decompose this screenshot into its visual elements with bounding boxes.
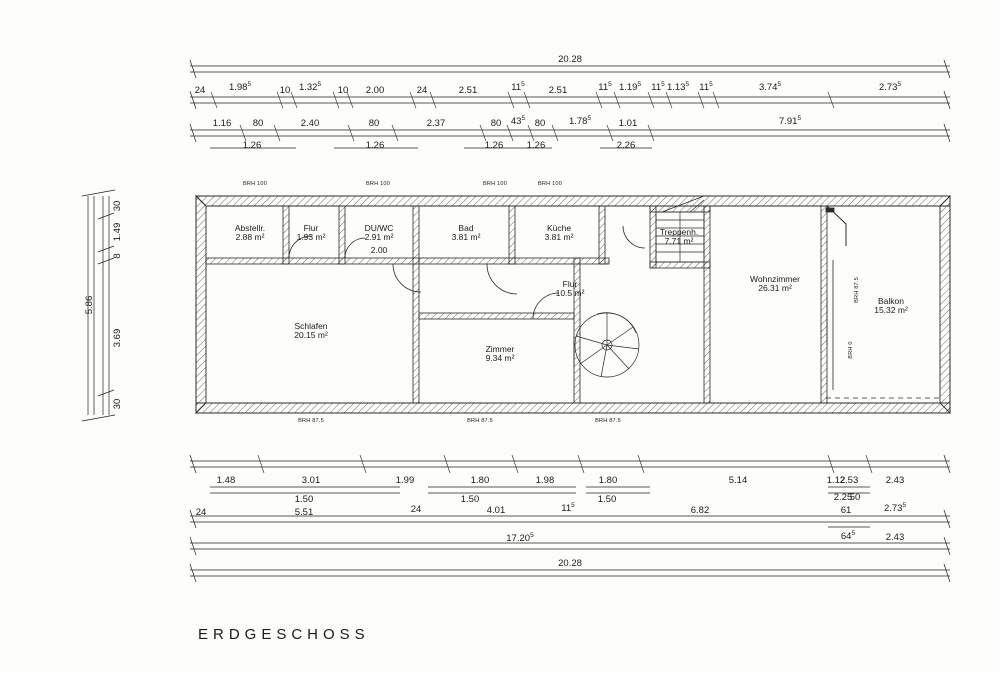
room-name: Schlafen bbox=[294, 321, 328, 331]
room-area: 3.81 m² bbox=[544, 231, 574, 242]
dimension-label: 2.53 bbox=[839, 475, 859, 486]
room-label bbox=[235, 224, 265, 242]
dimension-label: 24 bbox=[194, 85, 206, 96]
dimension-label: 2.25 bbox=[833, 492, 853, 503]
room-area: 7.71 m² bbox=[664, 235, 694, 246]
dimension-label: 1.50 bbox=[460, 494, 480, 505]
room-label bbox=[297, 224, 326, 242]
room-label bbox=[750, 275, 800, 293]
dimension-label: 17.20$^5$ bbox=[506, 532, 534, 545]
window-sill-note: BRH 87.5 bbox=[298, 418, 324, 424]
window-sill-note: BRH 87.5 bbox=[595, 418, 621, 424]
room-name: Zimmer bbox=[485, 344, 515, 354]
room-area: 20.15 m² bbox=[294, 329, 328, 340]
window-sill-note: BRH 100 bbox=[537, 181, 563, 187]
dimension-label: 2.00 bbox=[365, 85, 385, 96]
dimension-label: 5.14 bbox=[728, 475, 748, 486]
room-label bbox=[486, 345, 515, 363]
dimension-label: 7.91$^5$ bbox=[778, 115, 802, 128]
room-name: Küche bbox=[546, 223, 572, 233]
room-name: DU/WC bbox=[364, 223, 394, 233]
room-name: Balkon bbox=[877, 296, 904, 306]
dimension-label-vertical: 30 bbox=[112, 398, 124, 410]
dimension-label: $43^5$ bbox=[510, 115, 526, 128]
dimension-label: 80 bbox=[252, 118, 264, 129]
dimension-label: 1.98$^5$ bbox=[228, 81, 252, 94]
dimension-label: 1.13$^5$ bbox=[666, 81, 690, 94]
dimension-label: 2.26 bbox=[616, 140, 636, 151]
dimension-label: $11^5$ bbox=[651, 81, 665, 94]
dimension-label: 61 bbox=[840, 505, 852, 516]
dimension-label: 10 bbox=[337, 85, 349, 96]
dimension-label: 2.43 bbox=[885, 532, 905, 543]
room-label bbox=[365, 224, 394, 242]
dimension-label-vertical: 3.69 bbox=[112, 328, 124, 348]
room-label bbox=[660, 228, 698, 246]
dimension-label: 1.16 bbox=[212, 118, 232, 129]
dimension-label: 1.48 bbox=[216, 475, 236, 486]
room-name: Bad bbox=[458, 223, 474, 233]
room-name: Flur bbox=[562, 279, 578, 289]
dimension-label: 1.80 bbox=[598, 475, 618, 486]
dimension-label: 1.19$^5$ bbox=[618, 81, 642, 94]
dimension-label: 1.01 bbox=[618, 118, 638, 129]
dimension-label: 2.73$^5$ bbox=[878, 81, 902, 94]
dimension-label: 1.26 bbox=[242, 140, 262, 151]
room-name: Abstellr. bbox=[234, 223, 266, 233]
room-label bbox=[556, 280, 585, 298]
dimension-label: $11^5$ bbox=[561, 502, 575, 515]
room-name: Treppenh. bbox=[659, 227, 699, 237]
dimension-label: 80 bbox=[534, 118, 546, 129]
dimension-label: 10 bbox=[279, 85, 291, 96]
dimension-label-vertical: 5.86 bbox=[84, 295, 96, 315]
dimension-label: 1.98 bbox=[535, 475, 555, 486]
dimension-label: 2.43 bbox=[885, 475, 905, 486]
dimension-label: 24 bbox=[195, 507, 207, 518]
room-label bbox=[545, 224, 574, 242]
dimension-label: 2.37 bbox=[426, 118, 446, 129]
dimension-label: 1.78$^5$ bbox=[568, 115, 592, 128]
dimension-label: 1.99 bbox=[395, 475, 415, 486]
dimension-label: 6.82 bbox=[690, 505, 710, 516]
dimension-label: 3.01 bbox=[301, 475, 321, 486]
room-area: 9.34 m² bbox=[485, 352, 515, 363]
dimension-label: 1.12 bbox=[826, 475, 846, 486]
dimension-label-vertical: 8 bbox=[112, 253, 124, 259]
room-area: 2.91 m² bbox=[364, 231, 394, 242]
room-name: Wohnzimmer bbox=[750, 274, 800, 284]
dimension-label: 80 bbox=[368, 118, 380, 129]
dimension-label: 1.80 bbox=[470, 475, 490, 486]
dimension-label: 1.26 bbox=[484, 140, 504, 151]
room-label bbox=[452, 224, 481, 242]
dimension-label: 2.73$^5$ bbox=[883, 502, 907, 515]
room-area: 1.93 m² bbox=[296, 231, 326, 242]
dimension-label: $11^5$ bbox=[511, 81, 525, 94]
dimension-label: 5.51 bbox=[294, 507, 314, 518]
dimension-label: $11^5$ bbox=[598, 81, 612, 94]
dimension-label: 1.32$^5$ bbox=[298, 81, 322, 94]
room-area: 2.88 m² bbox=[235, 231, 265, 242]
dimension-label: 2.51 bbox=[458, 85, 478, 96]
dimension-label: 1.26 bbox=[526, 140, 546, 151]
plan-title: ERDGESCHOSS bbox=[198, 626, 370, 643]
dimension-label: 20.28 bbox=[558, 558, 582, 569]
room-label bbox=[294, 322, 328, 340]
dimension-label: 2.40 bbox=[300, 118, 320, 129]
dimension-label: $11^5$ bbox=[699, 81, 713, 94]
room-name: Flur bbox=[303, 223, 319, 233]
dimension-label: 24 bbox=[416, 85, 428, 96]
room-area: 26.31 m² bbox=[758, 282, 792, 293]
room-label bbox=[371, 246, 388, 255]
dimension-label-vertical: 1.49 bbox=[112, 222, 124, 242]
window-sill-note: BRH 100 bbox=[482, 181, 508, 187]
dimension-label: 24 bbox=[410, 504, 422, 515]
dimension-label-vertical: 30 bbox=[112, 200, 124, 212]
room-area: 10.5 m² bbox=[555, 287, 585, 298]
window-sill-note: BRH 87.5 bbox=[467, 418, 493, 424]
window-sill-note-vertical: BRH 87.5 bbox=[854, 277, 861, 303]
dimension-label: 2.51 bbox=[548, 85, 568, 96]
room-label bbox=[874, 297, 908, 315]
spiral-staircase bbox=[575, 313, 639, 377]
dimension-label: 20.28 bbox=[558, 54, 582, 65]
room-area: 3.81 m² bbox=[451, 231, 481, 242]
room-name: 2.00 bbox=[370, 245, 388, 255]
dimension-label: 1.50 bbox=[597, 494, 617, 505]
window-sill-note: BRH 100 bbox=[242, 181, 268, 187]
dimension-label: 3.74$^5$ bbox=[758, 81, 782, 94]
dimension-label: 50 bbox=[849, 492, 861, 503]
window-sill-note-vertical: BRH 0 bbox=[848, 341, 855, 359]
dimension-label: $64^5$ bbox=[840, 530, 856, 543]
dimension-lines-top bbox=[190, 60, 950, 148]
dimension-label: 4.01 bbox=[486, 505, 506, 516]
window-sill-note: BRH 100 bbox=[365, 181, 391, 187]
dimension-label: 1.26 bbox=[365, 140, 385, 151]
room-area: 15.32 m² bbox=[874, 304, 908, 315]
dimension-label: 1.50 bbox=[294, 494, 314, 505]
dimension-label: 80 bbox=[490, 118, 502, 129]
